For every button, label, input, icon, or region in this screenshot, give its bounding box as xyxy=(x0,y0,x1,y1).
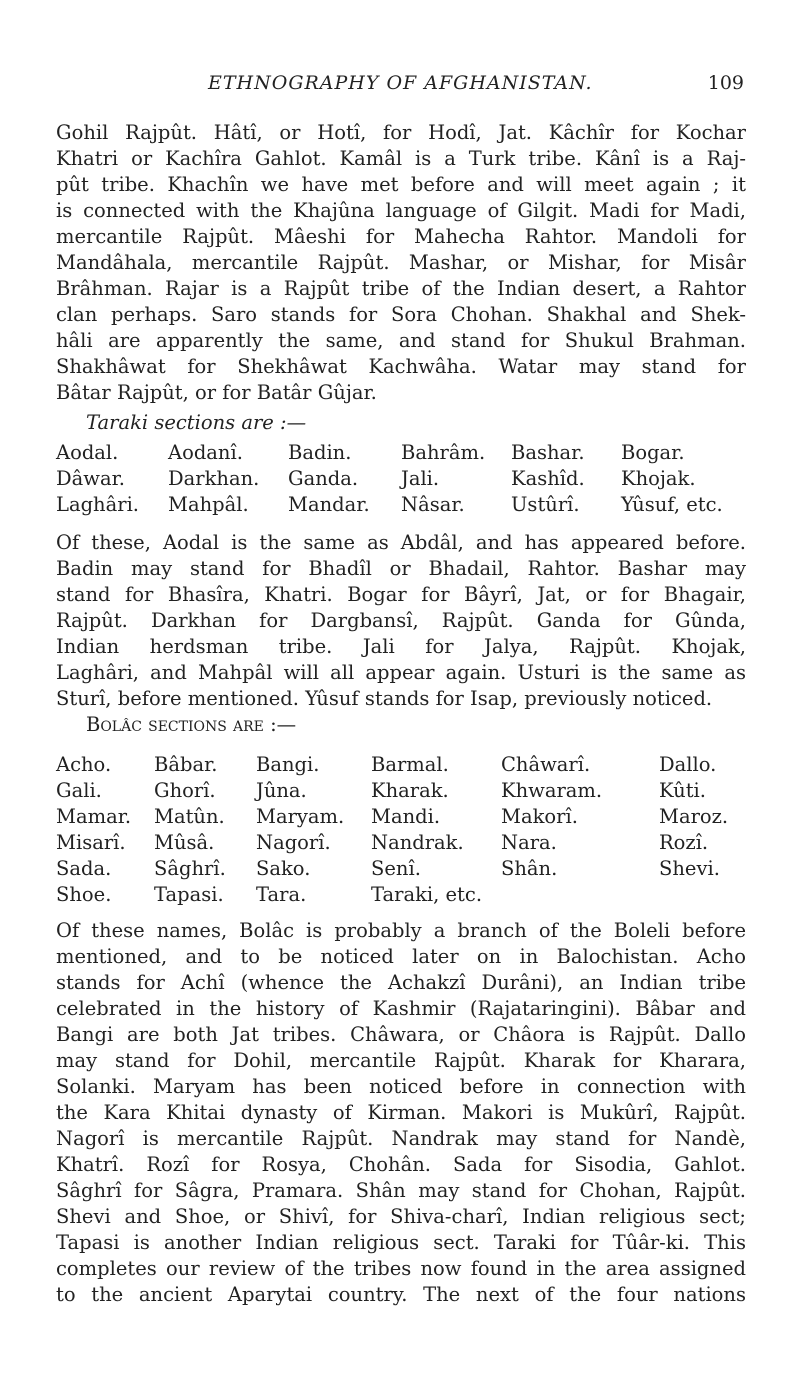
text-line: Brâhman. Rajar is a Rajpût tribe of the Indian desert, a Rahtor xyxy=(56,277,746,300)
table-cell: Darkhan. xyxy=(168,467,260,490)
table-cell: Laghâri. xyxy=(56,493,139,516)
table-cell: Kashîd. xyxy=(511,467,585,490)
table-cell: Taraki, etc. xyxy=(371,883,483,906)
text-line: Nagorî is mercantile Rajpût. Nandrak may stand for Nandè, xyxy=(56,1127,746,1150)
text-line: celebrated in the history of Kashmir (Rajataringini). Bâbar and xyxy=(56,997,746,1020)
page-number: 109 xyxy=(707,72,744,94)
text-line: clan perhaps. Saro stands for Sora Chohan. Shakhal and Shek- xyxy=(56,303,746,326)
text-line: Sâghrî for Sâgra, Pramara. Shân may stand for Chohan, Rajpût. xyxy=(56,1179,746,1202)
table-cell: Tara. xyxy=(256,883,307,906)
text-line: Of these, Aodal is the same as Abdâl, and has appeared before. xyxy=(56,531,746,554)
table-cell: Senî. xyxy=(371,857,421,880)
table-cell: Châwarî. xyxy=(501,753,591,776)
text-line: may stand for Dohil, mercantile Rajpût. Kharak for Kharara, xyxy=(56,1049,746,1072)
table-cell: Sako. xyxy=(256,857,311,880)
text-line: Khatri or Kachîra Gahlot. Kamâl is a Turk tribe. Kânî is a Raj- xyxy=(56,147,746,170)
text-line: the Kara Khitai dynasty of Kirman. Makori is Mukûrî, Rajpût. xyxy=(56,1101,746,1124)
table-cell: Ganda. xyxy=(288,467,359,490)
text-line: Solanki. Maryam has been noticed before in connection with xyxy=(56,1075,746,1098)
table-cell: Shân. xyxy=(501,857,558,880)
table-cell: Shevi. xyxy=(659,857,720,880)
text-line: Rajpût. Darkhan for Dargbansî, Rajpût. Ganda for Gûnda, xyxy=(56,609,746,632)
text-line: Bangi are both Jat tribes. Châwara, or Châora is Rajpût. Dallo xyxy=(56,1023,746,1046)
table-cell: Aodanî. xyxy=(168,441,243,464)
text-line: Mandâhala, mercantile Rajpût. Mashar, or Mishar, for Misâr xyxy=(56,251,746,274)
text-line: Shakhâwat for Shekhâwat Kachwâha. Watar may stand for xyxy=(56,355,746,378)
table-cell: Nâsar. xyxy=(401,493,465,516)
text-line: Badin may stand for Bhadîl or Bhadail, Rahtor. Bashar may xyxy=(56,557,746,580)
table-cell: Jali. xyxy=(401,467,440,490)
table-cell: Barmal. xyxy=(371,753,449,776)
text-line: Of these names, Bolâc is probably a branch of the Boleli before xyxy=(56,919,746,942)
bolac-sections-table xyxy=(56,752,756,912)
text-line: Laghâri, and Mahpâl will all appear again. Usturi is the same as xyxy=(56,661,746,684)
text-line: completes our review of the tribes now found in the area assigned xyxy=(56,1257,746,1280)
table-cell: Nara. xyxy=(501,831,557,854)
text-line: pût tribe. Khachîn we have met before and will meet again ; it xyxy=(56,173,746,196)
table-cell: Yûsuf, etc. xyxy=(621,493,723,516)
table-cell: Badin. xyxy=(288,441,352,464)
table-cell: Makorî. xyxy=(501,805,578,828)
text-line: Tapasi is another Indian religious sect. Taraki for Tûâr-ki. This xyxy=(56,1231,746,1254)
text-line: hâli are apparently the same, and stand for Shukul Brahman. xyxy=(56,329,746,352)
text-line: Bâtar Rajpût, or for Batâr Gûjar. xyxy=(56,381,377,404)
table-cell: Kûti. xyxy=(659,779,706,802)
running-title: ETHNOGRAPHY OF AFGHANISTAN. xyxy=(208,72,593,94)
table-cell: Dâwar. xyxy=(56,467,125,490)
taraki-sections-table xyxy=(56,440,756,520)
taraki-heading: Taraki sections are :— xyxy=(86,411,307,434)
text-line: mercantile Rajpût. Mâeshi for Mahecha Rahtor. Mandoli for xyxy=(56,225,746,248)
table-cell: Mahpâl. xyxy=(168,493,249,516)
table-cell: Acho. xyxy=(56,753,112,776)
text-line: is connected with the Khajûna language of Gilgit. Madi for Madi, xyxy=(56,199,746,222)
table-cell: Sada. xyxy=(56,857,112,880)
text-line: Shevi and Shoe, or Shivî, for Shiva-charî, Indian religious sect; xyxy=(56,1205,746,1228)
text-line: Sturî, before mentioned. Yûsuf stands for Isap, previously noticed. xyxy=(56,687,713,710)
table-cell: Bâbar. xyxy=(154,753,218,776)
table-cell: Matûn. xyxy=(154,805,225,828)
text-line: stands for Achî (whence the Achakzî Durâni), an Indian tribe xyxy=(56,971,746,994)
table-cell: Sâghrî. xyxy=(154,857,226,880)
paragraph-of-these xyxy=(56,530,746,712)
table-cell: Dallo. xyxy=(659,753,717,776)
table-cell: Nagorî. xyxy=(256,831,331,854)
table-cell: Maroz. xyxy=(659,805,729,828)
table-cell: Ghorî. xyxy=(154,779,216,802)
text-line: mentioned, and to be noticed later on in Balochistan. Acho xyxy=(56,945,746,968)
table-cell: Aodal. xyxy=(56,441,119,464)
paragraph-of-these-names xyxy=(56,918,746,1308)
text-line: to the ancient Aparytai country. The next of the four nations xyxy=(56,1283,746,1306)
table-cell: Mandar. xyxy=(288,493,370,516)
table-cell: Misarî. xyxy=(56,831,126,854)
table-cell: Bogar. xyxy=(621,441,685,464)
table-cell: Khojak. xyxy=(621,467,696,490)
table-cell: Ustûrî. xyxy=(511,493,580,516)
table-cell: Bashar. xyxy=(511,441,585,464)
text-line: Khatrî. Rozî for Rosya, Chohân. Sada for Sisodia, Gahlot. xyxy=(56,1153,746,1176)
table-cell: Mamar. xyxy=(56,805,132,828)
table-cell: Bahrâm. xyxy=(401,441,486,464)
table-cell: Kharak. xyxy=(371,779,449,802)
text-line: Gohil Rajpût. Hâtî, or Hotî, for Hodî, Jat. Kâchîr for Kochar xyxy=(56,121,746,144)
text-line: stand for Bhasîra, Khatri. Bogar for Bâyrî, Jat, or for Bhagair, xyxy=(56,583,746,606)
table-cell: Khwaram. xyxy=(501,779,603,802)
table-cell: Nandrak. xyxy=(371,831,464,854)
paragraph-gohil xyxy=(56,120,746,406)
table-cell: Tapasi. xyxy=(154,883,224,906)
table-cell: Jûna. xyxy=(256,779,307,802)
table-cell: Mandi. xyxy=(371,805,441,828)
table-cell: Gali. xyxy=(56,779,102,802)
table-cell: Shoe. xyxy=(56,883,112,906)
table-cell: Rozî. xyxy=(659,831,709,854)
table-cell: Bangi. xyxy=(256,753,320,776)
text-line: Indian herdsman tribe. Jali for Jalya, Rajpût. Khojak, xyxy=(56,635,746,658)
table-cell: Mûsâ. xyxy=(154,831,215,854)
bolac-heading: Bolâc sections are :— xyxy=(86,713,297,736)
table-cell: Maryam. xyxy=(256,805,345,828)
